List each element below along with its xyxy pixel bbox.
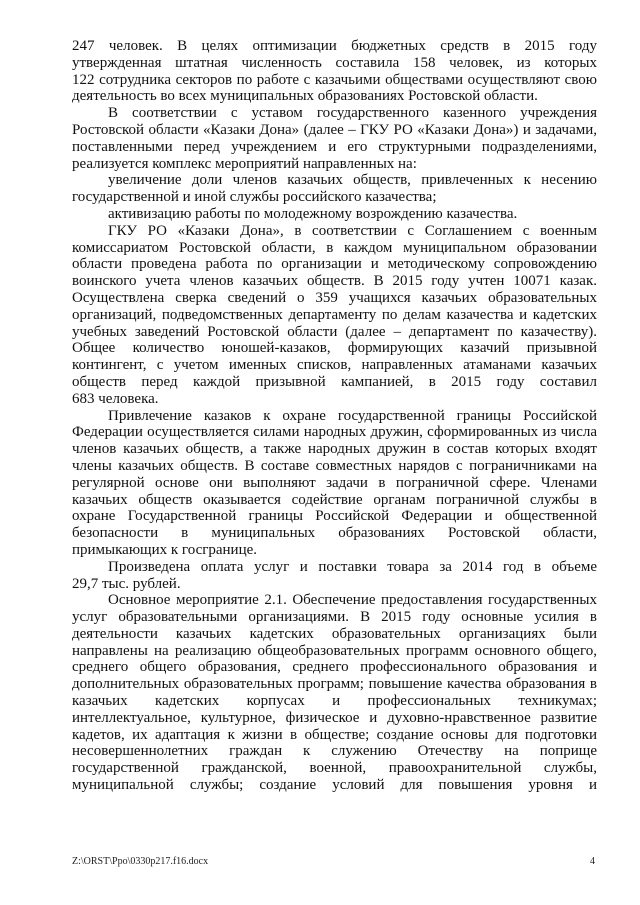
text-line: Ростовской области «Казаки Дона» (далее – ГКУ РО «Казаки Дона») и задачами, <box>72 121 597 138</box>
text-line: 122 сотрудника секторов по работе с казачьими обществами осуществляют свою <box>72 71 597 88</box>
text-line: Федерации осуществляется силами народных дружин, сформированных из числа <box>72 424 597 441</box>
text-line: дополнительных образовательных программ; повышение качества образования в <box>72 676 597 693</box>
text-line: В соответствии с уставом государственного казенного учреждения <box>108 105 597 122</box>
text-line: 29,7 тыс. рублей. <box>72 575 181 592</box>
text-line: кадетов, их адаптация к жизни в обществе; создание основы для подготовки <box>72 726 597 743</box>
text-line: Общее количество юношей-казаков, формирующих казачий призывной <box>72 340 597 357</box>
text-line: утвержденная штатная численность составила 158 человек, из которых <box>72 54 597 71</box>
text-line: несовершеннолетних граждан к служению Отечеству на поприще <box>72 743 597 760</box>
text-line: интеллектуальное, культурное, физическое и духовно-нравственное развитие <box>72 709 597 726</box>
text-line: реализуется комплекс мероприятий направленных на: <box>72 155 417 172</box>
text-line: деятельности казачьих кадетских образовательных организациях были <box>72 625 597 642</box>
text-line: безопасности в муниципальных образованиях Ростовской области, <box>72 525 597 542</box>
document-body <box>72 38 597 794</box>
text-line: регулярной основе они выполняют задачи в пограничной сфере. Членами <box>72 474 597 491</box>
text-line: государственной и иной службы российского казачества; <box>72 189 437 206</box>
text-line: увеличение доли членов казачьих обществ, привлеченных к несению <box>108 172 597 189</box>
text-line: поставленными перед учреждением и его структурными подразделениями, <box>72 138 597 155</box>
text-line: Основное мероприятие 2.1. Обеспечение предоставления государственных <box>108 592 597 609</box>
text-line: активизацию работы по молодежному возрождению казачества. <box>108 205 518 222</box>
text-line: членов казачьих обществ, а также народных дружин в состав которых входят <box>72 441 597 458</box>
text-line: среднего общего образования, среднего профессионального образования и <box>72 659 597 676</box>
text-line: деятельность во всех муниципальных образованиях Ростовской области. <box>72 88 538 105</box>
text-line: казачьих обществ оказывается содействие органам пограничной службы в <box>72 491 597 508</box>
page-number: 4 <box>590 856 595 867</box>
text-line: Осуществлена сверка сведений о 359 учащихся казачьих образовательных <box>72 289 597 306</box>
text-line: учебных заведений Ростовской области (далее – департамент по казачеству). <box>72 323 597 340</box>
text-line: Привлечение казаков к охране государственной границы Российской <box>108 407 597 424</box>
text-line: охране Государственной границы Российской Федерации и общественной <box>72 508 597 525</box>
text-line: области проведена работа по организации и методическому сопровождению <box>72 256 597 273</box>
text-line: государственной гражданской, военной, правоохранительной службы, <box>72 760 597 777</box>
text-line: Произведена оплата услуг и поставки товара за 2014 год в объеме <box>108 558 597 575</box>
text-line: 683 человека. <box>72 390 159 407</box>
text-line: комиссариатом Ростовской области, в каждом муниципальном образовании <box>72 239 597 256</box>
text-line: направлены на реализацию общеобразовательных программ основного общего, <box>72 642 597 659</box>
file-path: Z:\ORST\Ppo\0330p217.f16.docx <box>72 856 209 867</box>
text-line: услуг образовательными организациями. В 2015 году основные усилия в <box>72 609 597 626</box>
text-line: ГКУ РО «Казаки Дона», в соответствии с Соглашением с военным <box>108 222 597 239</box>
text-line: 247 человек. В целях оптимизации бюджетных средств в 2015 году <box>72 38 597 54</box>
text-line: примыкающих к госгранице. <box>72 541 258 558</box>
text-line: казачьих кадетских корпусах и профессиональных техникумах; <box>72 693 597 710</box>
text-line: члены казачьих обществ. В составе совместных нарядов с пограничниками на <box>72 457 597 474</box>
text-line: воинского учета членов казачьих обществ. В 2015 году учтен 10071 казак. <box>72 273 597 290</box>
text-line: обществ перед каждой призывной кампанией, в 2015 году составил <box>72 373 597 390</box>
text-line: контингент, с учетом именных списков, направленных атаманами казачьих <box>72 357 597 374</box>
text-line: организаций, подведомственных департаменту по делам казачества и кадетских <box>72 306 597 323</box>
text-line: муниципальной службы; создание условий для повышения уровня и <box>72 777 597 794</box>
